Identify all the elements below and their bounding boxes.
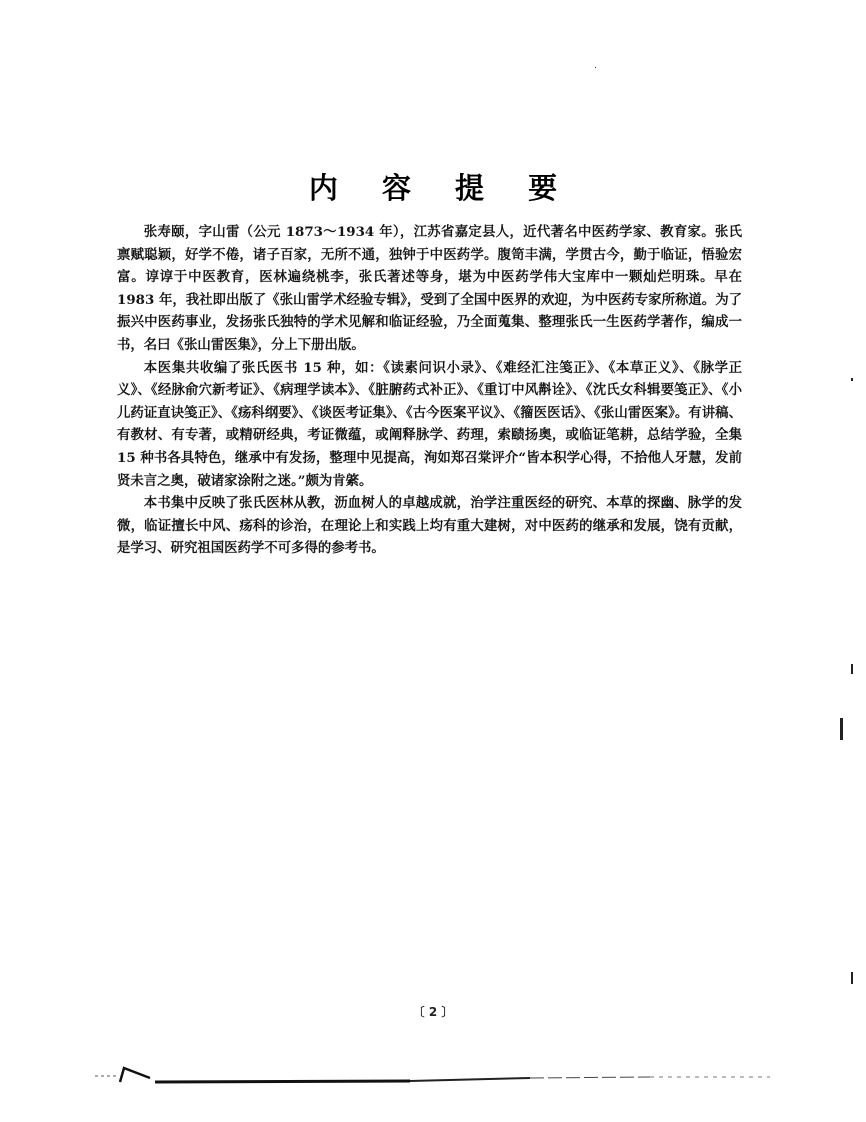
scan-speck bbox=[851, 378, 853, 381]
scan-speck bbox=[851, 664, 853, 674]
scan-speck bbox=[595, 67, 596, 68]
scan-speck bbox=[840, 718, 843, 740]
page-title: 内 容 提 要 bbox=[308, 171, 575, 205]
summary-body bbox=[117, 221, 742, 560]
paragraph-contents: 本医集共收编了张氏医书 15 种，如：《读素问识小录》、《难经汇注笺正》、《本草正义》、《脉学正义》、《经脉俞穴新考证》、《病理学读本》、《脏腑药式补正》、《重订中风斠诠》、《沈氏女科辑要笺正》、《小儿药证直诀笺正》、《疡科纲要》、《谈医考证集》、《古今医案平议》、《籀医医话》、《张山雷医案》。有讲稿、有教材、有专著，或精研经典，考证微蕴，或阐释脉学、药理，索赜扬奥，或临证笔耕，总结学验，全集 15 种书各具特色，继承中有发扬，整理中见提高，洵如郑召棠评介“皆本积学心得，不拾他人牙慧，发前贤未言之奥，破诸家涂附之迷。”颇为肯綮。 bbox=[117, 359, 742, 489]
bottom-rule-line bbox=[0, 1060, 866, 1100]
paragraph-significance: 本书集中反映了张氏医林从教，沥血树人的卓越成就，治学注重医经的研究、本草的探幽、脉学的发微，临证擅长中风、疡科的诊治，在理论上和实践上均有重大建树，对中医药的继承和发展，饶有贡献，是学习、研究祖国医药学不可多得的参考书。 bbox=[117, 495, 742, 557]
page-number: 〔 2 〕 bbox=[412, 1005, 454, 1019]
paragraph-author-bio: 张寿颐，字山雷（公元 1873～1934 年），江苏省嘉定县人，近代著名中医药学家、教育家。张氏禀赋聪颖，好学不倦，诸子百家，无所不通，独钟于中医药学。腹笥丰满，学贯古今，勤于临证，悟验宏富。谆谆于中医教育，医林遍绕桃李，张氏著述等身，堪为中医药学伟大宝库中一颗灿烂明珠。早在 1983 年，我社即出版了《张山雷学术经验专辑》，受到了全国中医界的欢迎，为中医药专家所称道。为了振兴中医药事业，发扬张氏独特的学术见解和临证经验，乃全面蒐集、整理张氏一生医药学著作，编成一书，名曰《张山雷医集》，分上下册出版。 bbox=[117, 224, 742, 353]
scan-speck bbox=[851, 972, 853, 984]
